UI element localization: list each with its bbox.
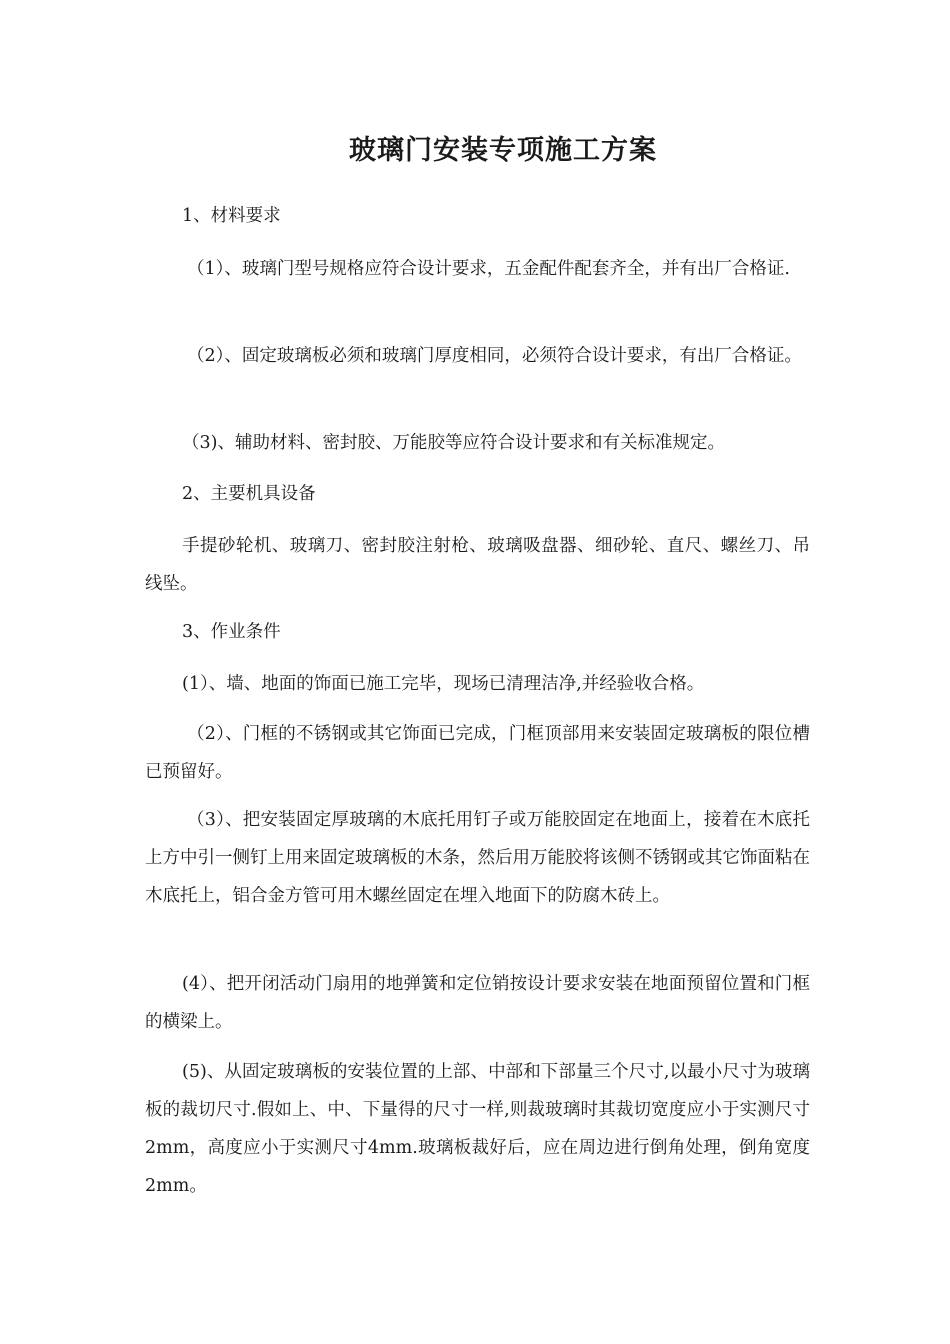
paragraph-equipment: 手提砂轮机、玻璃刀、密封胶注射枪、玻璃吸盘器、细砂轮、直尺、螺丝刀、吊线坠。 [145,536,810,594]
document-title: 玻璃门安装专项施工方案 [349,135,657,166]
paragraph-condition-4: (4）、把开闭活动门扇用的地弹簧和定位销按设计要求安装在地面预留位置和门框的横梁上。 [145,974,810,1032]
section-heading-equipment: 2、主要机具设备 [182,484,316,504]
paragraph-condition-3: （3）、把安装固定厚玻璃的木底托用钉子或万能胶固定在地面上，接着在木底托上方中引一侧钉上用来固定玻璃板的木条，然后用万能胶将该侧不锈钢或其它饰面粘在木底托上，铝合金方管可用木螺丝固定在埋入地面下的防腐木砖上。 [145,810,810,906]
paragraph-material-3: （3)、辅助材料、密封胶、万能胶等应符合设计要求和有关标准规定。 [182,433,725,453]
paragraph-condition-5: (5)、从固定玻璃板的安装位置的上部、中部和下部量三个尺寸,以最小尺寸为玻璃板的裁切尺寸.假如上、中、下量得的尺寸一样,则裁玻璃时其裁切宽度应小于实测尺寸2mm，高度应小于实测尺寸4mm.玻璃板裁好后，应在周边进行倒角处理，倒角宽度2mm。 [145,1062,810,1196]
paragraph-condition-2: （2）、门框的不锈钢或其它饰面已完成，门框顶部用来安装固定玻璃板的限位槽已预留好。 [145,724,810,782]
paragraph-material-1: （1）、玻璃门型号规格应符合设计要求，五金配件配套齐全，并有出厂合格证. [187,259,790,279]
paragraph-condition-1: (1）、墙、地面的饰面已施工完毕，现场已清理洁净,并经验收合格。 [182,674,705,694]
section-heading-materials: 1、材料要求 [182,206,281,226]
section-heading-conditions: 3、作业条件 [182,622,281,642]
paragraph-material-2: （2）、固定玻璃板必须和玻璃门厚度相同，必须符合设计要求，有出厂合格证。 [187,346,802,366]
